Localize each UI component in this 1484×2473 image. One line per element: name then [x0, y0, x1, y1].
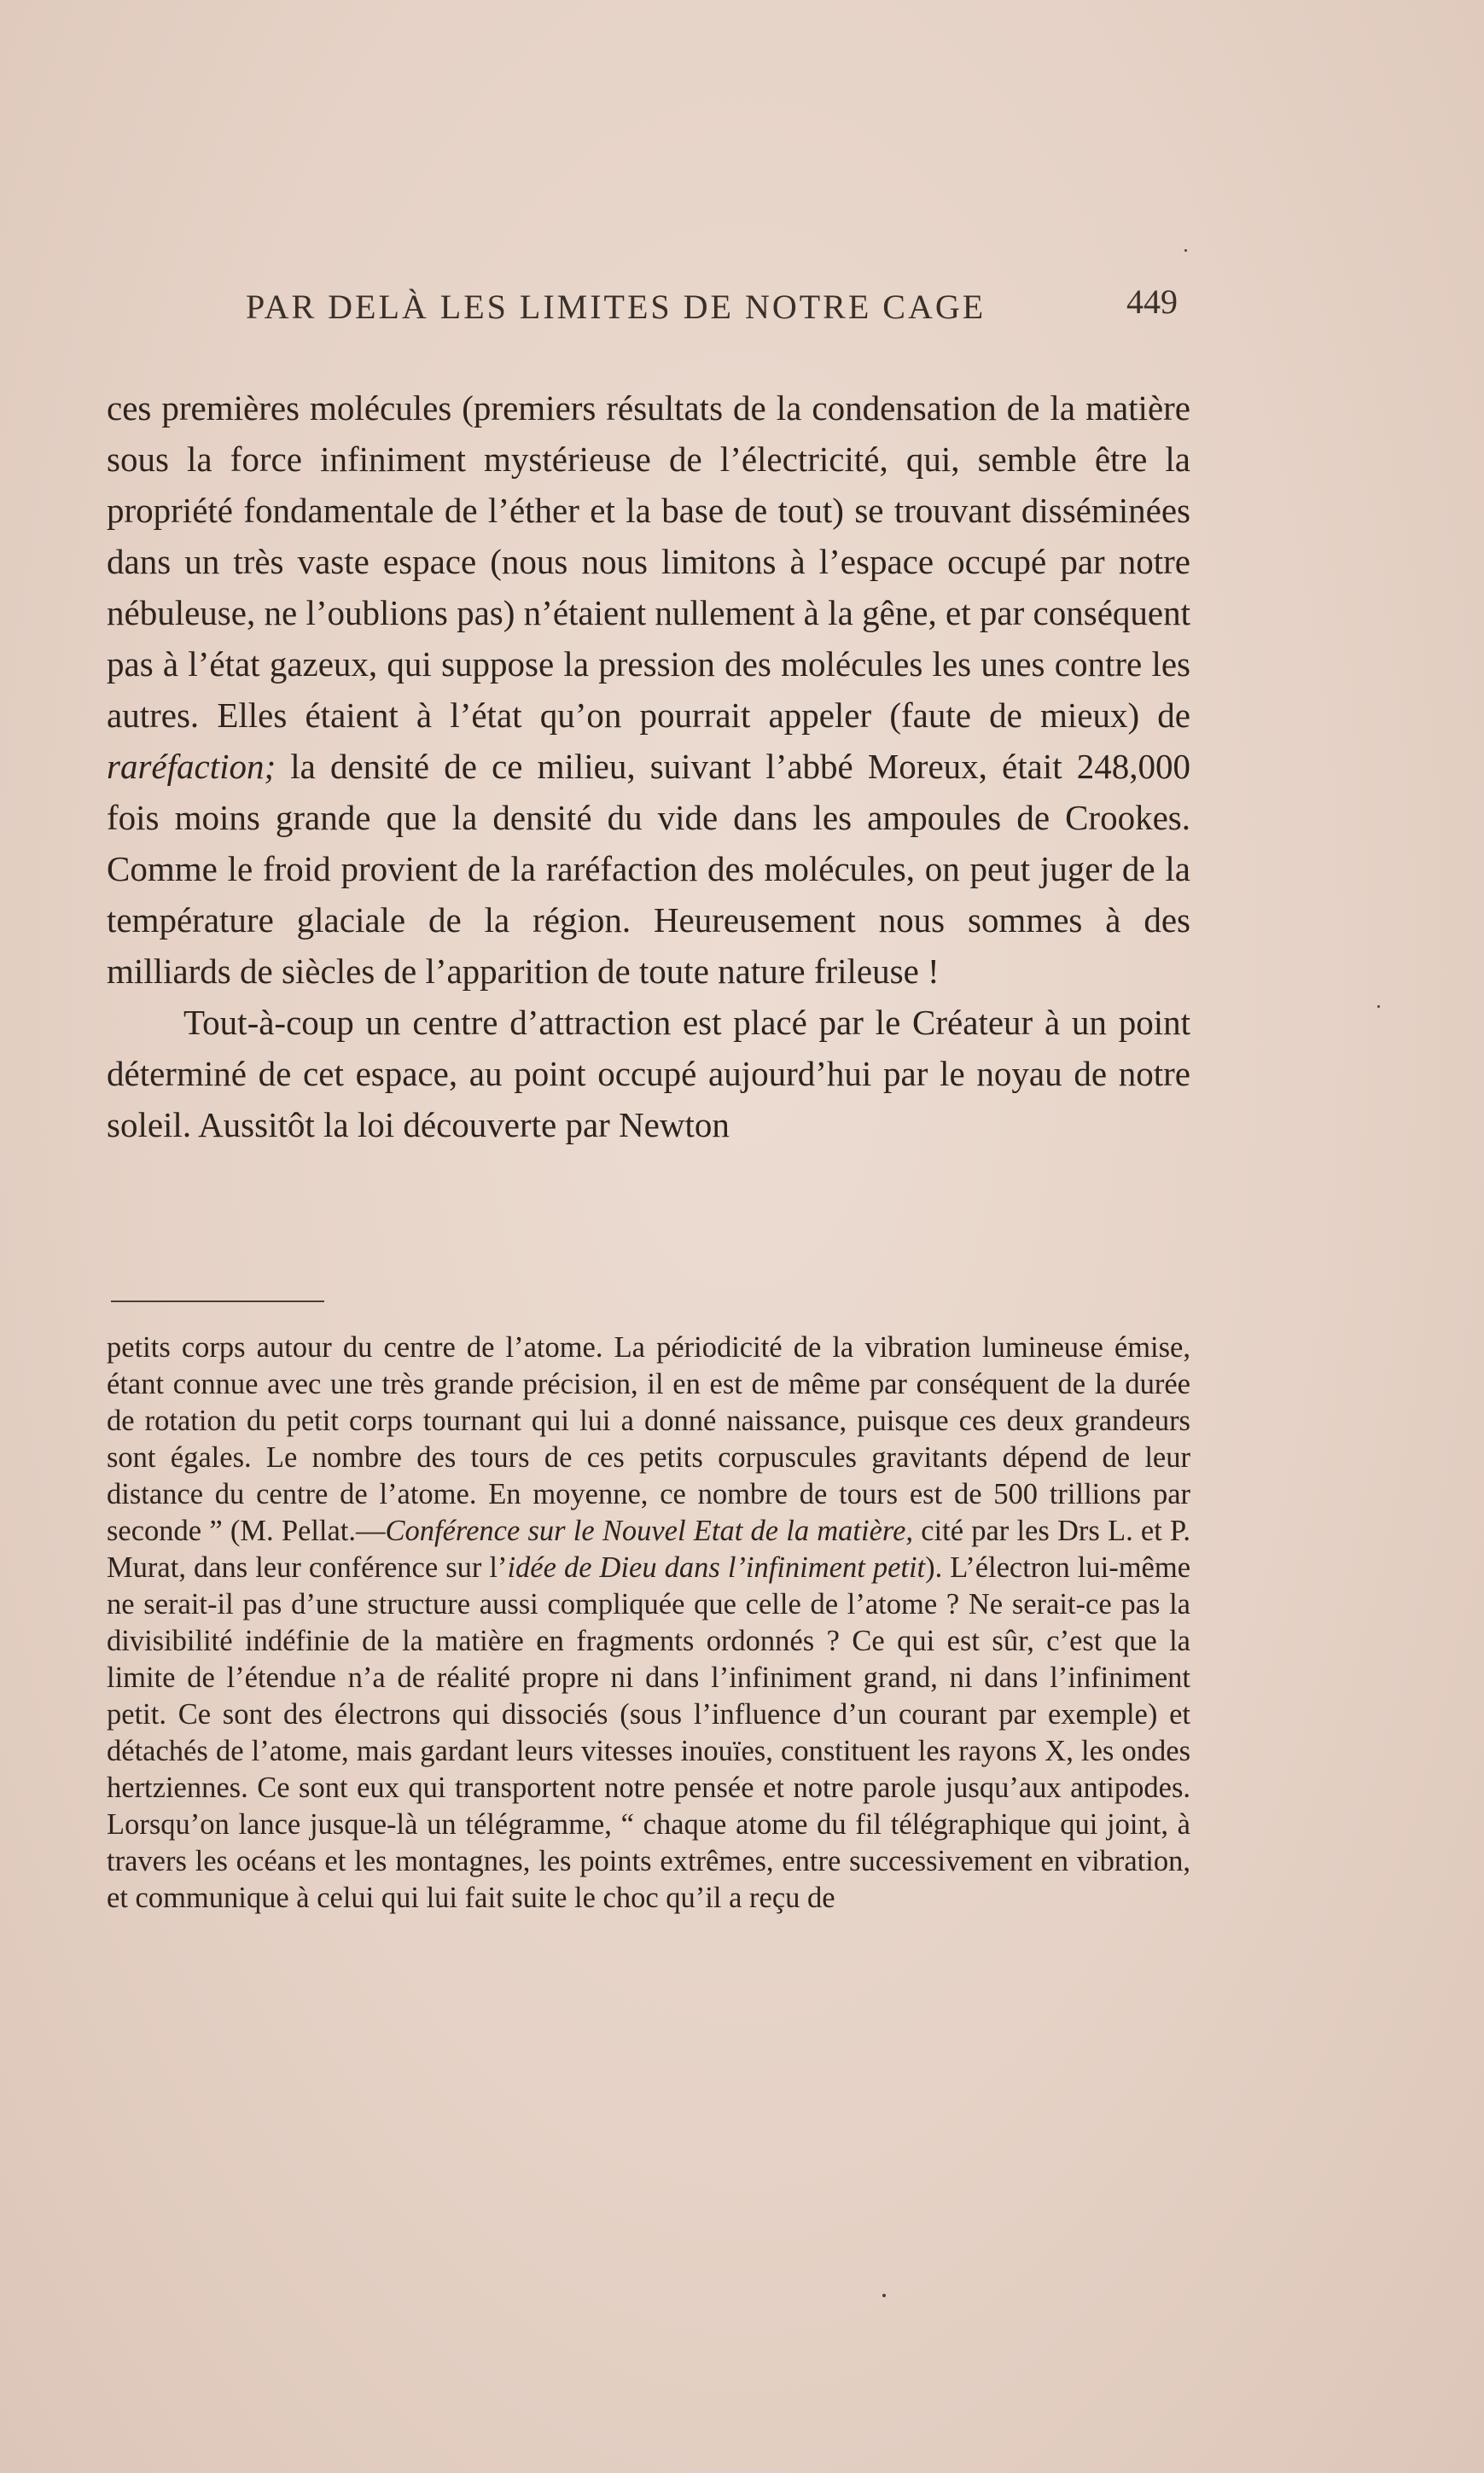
- paragraph-1-rest: la densité de ce milieu, suivant l’abbé Moreux, était 248,000 fois moins grande que la densité du vide dans les ampoules de Crookes. Comme le froid provient de la raréfaction des molécules, on peut juger de la température glaciale de la région. Heureusement nous sommes à des milliards de siècles de l’apparition de toute nature frileuse !: [107, 747, 1190, 991]
- paragraph-1-italic: raréfaction;: [107, 747, 276, 786]
- paper-speck: [1377, 1005, 1380, 1008]
- footnote-italic-title-2: idée de Dieu dans l’infiniment petit: [507, 1551, 926, 1584]
- paper-speck: [882, 2294, 886, 2297]
- footnote-italic-title: Conférence sur le Nouvel Etat de la matière,: [385, 1515, 914, 1547]
- paper-speck: [1184, 249, 1187, 252]
- footnote-divider: [111, 1301, 324, 1302]
- footnote-part-3: cité par les Drs L. et P. Murat, dans leur conférence sur l’: [107, 1515, 1190, 1584]
- paragraph-2: Tout-à-coup un centre d’attraction est placé par le Créateur à un point déterminé de cet espace, au point occupé aujourd’hui par le noyau de notre soleil. Aussitôt la loi découverte par Newton: [107, 1003, 1190, 1144]
- paragraph-1-text: ces premières molécules (premiers résultats de la condensation de la matière sous la force infiniment mystérieuse de l’électricité, qui, semble être la propriété fondamentale de l’éther et la base de tout) se trouvant disséminées dans un très vaste espace (nous nous limitons à l’espace occupé par notre nébuleuse, ne l’oublions pas) n’étaient nullement à la gêne, et par conséquent pas à l’état gazeux, qui suppose la pression des molécules les unes contre les autres. Elles étaient à l’état qu’on pourrait appeler (faute de mieux) de: [107, 388, 1190, 735]
- footnote: [107, 1330, 1190, 1917]
- running-title: PAR DELÀ LES LIMITES DE NOTRE CAGE: [246, 288, 986, 326]
- paragraph-1: [107, 382, 1190, 997]
- footnote-part-5: ). L’électron lui-même ne serait-il pas d’une structure aussi compliquée que celle de l’atome ? Ne serait-ce pas la divisibilité indéfinie de la matière en fragments ordonnés ? Ce qui est sûr, c’est que la limite de l’étendue n’a de réalité propre ni dans l’infiniment grand, ni dans l’infiniment petit. Ce sont des électrons qui dissociés (sous l’influence d’un courant par exemple) et détachés de l’atome, mais gardant leurs vitesses inouïes, constituent les rayons X, les ondes hertziennes. Ce sont eux qui transportent notre pensée et notre parole jusqu’aux antipodes. Lorsqu’on lance jusque-là un télégramme, “ chaque atome du fil télégraphique qui joint, à travers les océans et les montagnes, les points extrêmes, entre successivement en vibration, et communique à celui qui lui fait suite le choc qu’il a reçu de: [107, 1551, 1191, 1914]
- page-number: 449: [1126, 282, 1178, 321]
- footnote-part-1: petits corps autour du centre de l’atome. La périodicité de la vibration lumineuse émise, étant connue avec une très grande précision, il en est de même par conséquent de la durée de rotation du petit corps tournant qui lui a donné naissance, puisque ces deux grandeurs sont égales. Le nombre des tours de ces petits corpuscules gravitants dépend de leur distance du centre de l’atome. En moyenne, ce nombre de tours est de 500 trillions par seconde ” (M. Pellat.—: [107, 1331, 1190, 1547]
- footnote-paragraph: [107, 1330, 1190, 1917]
- main-text: [107, 382, 1190, 1150]
